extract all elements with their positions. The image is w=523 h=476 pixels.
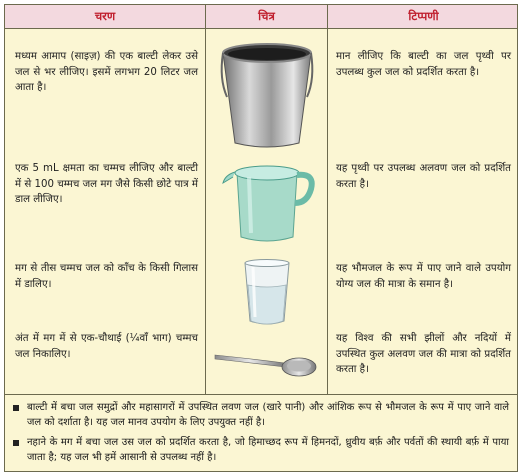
remark-text: यह विश्व की सभी झीलों और नदियों में उपस्थित कुल अलवण जल की मात्रा को प्रदर्शित करता है। bbox=[336, 333, 511, 375]
column-divider bbox=[327, 5, 328, 394]
remark-text: यह भौमजल के रूप में पाए जाने वाले उपयोग योग्य जल की मात्रा के समान है। bbox=[336, 263, 511, 290]
step-text: अंत में मग में से एक-चौथाई (¼वाँ भाग) चम्मच जल निकालिए। bbox=[15, 333, 198, 360]
water-activity-table bbox=[4, 4, 518, 472]
table-header bbox=[5, 5, 517, 29]
mug-icon bbox=[219, 163, 315, 245]
bullet-square-icon bbox=[13, 440, 19, 446]
step-text: मग से तीस चम्मच जल को काँच के किसी गिलास में डालिए। bbox=[15, 263, 198, 290]
footnote-item bbox=[13, 401, 509, 430]
step-text: एक 5 mL क्षमता का चम्मच लीजिए और बाल्टी में से 100 चम्मच जल मग जैसे किसी छोटे पात्र में डाल लीजिए। bbox=[15, 163, 198, 205]
glass-icon bbox=[241, 259, 293, 327]
footnote-text: बाल्टी में बचा जल समुद्रों और महासागरों में उपस्थित लवण जल (खारे पानी) और आंशिक रूप से भौमजल के रूप में पाए जाने वाले जल को दर्शाता है। यह जल मानव उपयोग के लिए उपयुक्त नहीं है। bbox=[27, 402, 509, 428]
step-text: मध्यम आमाप (साइज़) की एक बाल्टी लेकर उसे जल से भर लीजिए। इसमें लगभग 20 लिटर जल आता है। bbox=[15, 51, 198, 93]
bullet-square-icon bbox=[13, 405, 19, 411]
footnotes bbox=[5, 394, 517, 471]
bucket-icon bbox=[217, 39, 317, 151]
remark-text: मान लीजिए कि बाल्टी का जल पृथ्वी पर उपलब्ध कुल जल को प्रदर्शित करता है। bbox=[336, 51, 511, 78]
header-remarks: टिप्पणी bbox=[408, 9, 439, 23]
spoon-icon bbox=[213, 343, 321, 383]
header-steps: चरण bbox=[94, 9, 116, 23]
remark-text: यह पृथ्वी पर उपलब्ध अलवण जल को प्रदर्शित करता है। bbox=[336, 163, 511, 190]
header-picture: चित्र bbox=[258, 9, 275, 23]
footnote-text: नहाने के मग में बचा जल उस जल को प्रदर्शित करता है, जो हिमाच्छद रूप में हिमनदों, ध्रुवीय बर्फ़ और पर्वतों की स्थायी बर्फ़ में पाया जाता है; यह जल भी हमें आसानी से उपलब्ध नहीं है। bbox=[27, 437, 509, 463]
footnote-item bbox=[13, 436, 509, 465]
column-divider bbox=[205, 5, 206, 394]
